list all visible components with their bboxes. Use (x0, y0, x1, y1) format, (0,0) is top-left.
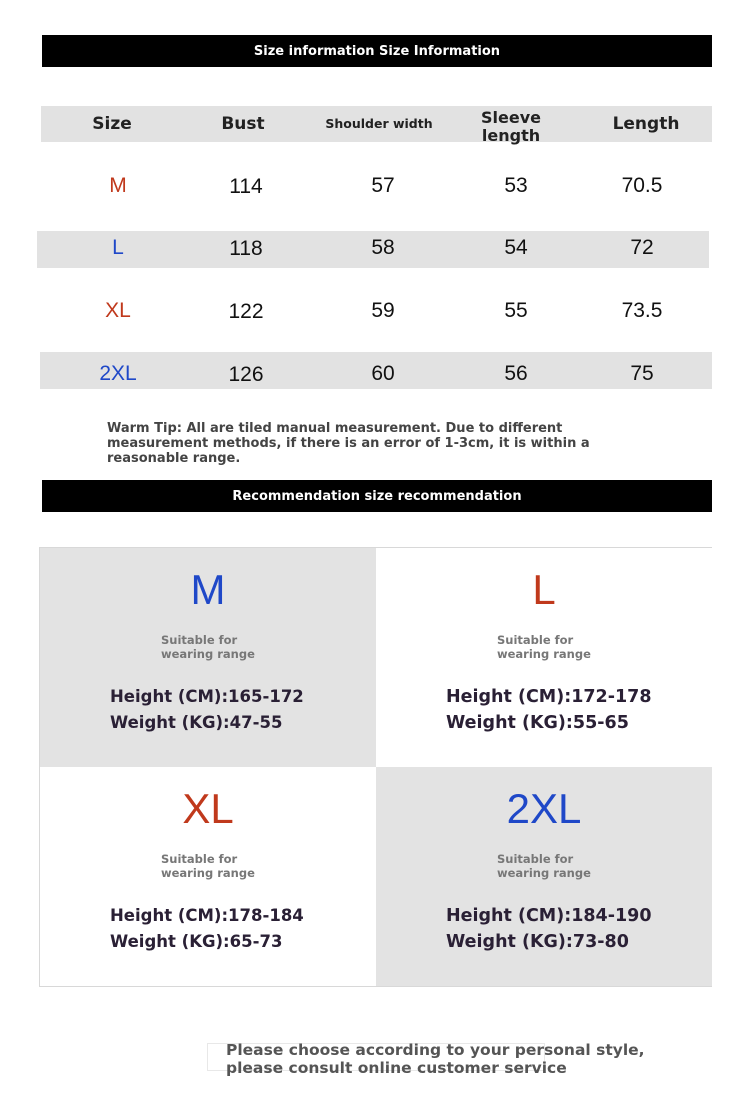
weight-range: Weight (KG):47-55 (110, 713, 283, 732)
measurements (446, 903, 696, 955)
height-range: Height (CM):178-184 (110, 906, 304, 925)
height-range: Height (CM):184-190 (446, 906, 652, 926)
cell-sleeve: 53 (504, 174, 528, 197)
cell-bust: 126 (228, 363, 264, 386)
header-sleeve-length: Sleeve length (481, 108, 541, 145)
weight-range: Weight (KG):65-73 (110, 932, 283, 951)
height-range: Height (CM):165-172 (110, 687, 304, 706)
height-range: Height (CM):172-178 (446, 687, 652, 707)
cell-bust: 114 (229, 175, 263, 198)
recommendation-title: Recommendation size recommendation (232, 488, 522, 504)
recommendation-size: 2XL (506, 785, 582, 832)
cell-shoulder: 58 (371, 236, 395, 259)
recommendation-card-xl (40, 767, 376, 986)
size-information-title: Size information Size Information (253, 43, 501, 59)
measurements (110, 903, 360, 955)
recommendation-card-2xl (376, 767, 712, 986)
cell-size: M (109, 174, 127, 197)
recommendation-size: XL (182, 785, 234, 832)
recommendation-card-m (40, 548, 376, 767)
cell-shoulder: 57 (371, 174, 395, 197)
cell-size: L (112, 236, 124, 259)
cell-shoulder: 59 (371, 299, 395, 322)
recommendation-size: L (532, 566, 556, 613)
recommendation-banner (42, 480, 712, 512)
suitable-range-label: Suitable for wearing range (497, 633, 591, 661)
cell-length: 73.5 (621, 299, 663, 322)
suitable-range-label: Suitable for wearing range (161, 633, 255, 661)
cell-length: 70.5 (621, 174, 663, 197)
measurements (110, 684, 360, 736)
footer-note: Please choose according to your personal style, please consult online customer service (226, 1041, 645, 1077)
measurements (446, 684, 696, 736)
cell-length: 72 (630, 236, 654, 259)
cell-shoulder: 60 (371, 362, 395, 385)
cell-bust: 122 (228, 300, 264, 323)
cell-size: 2XL (99, 362, 137, 385)
header-length: Length (612, 114, 680, 134)
size-recommendation-grid (39, 547, 712, 987)
cell-sleeve: 56 (504, 362, 528, 385)
header-bust: Bust (221, 114, 265, 134)
header-size: Size (92, 114, 132, 134)
weight-range: Weight (KG):55-65 (446, 713, 629, 733)
size-information-banner (42, 35, 712, 67)
recommendation-card-l (376, 548, 712, 767)
suitable-range-label: Suitable for wearing range (161, 852, 255, 880)
cell-length: 75 (630, 362, 654, 385)
cell-size: XL (105, 299, 131, 322)
recommendation-size: M (190, 566, 226, 613)
suitable-range-label: Suitable for wearing range (497, 852, 591, 880)
warm-tip: Warm Tip: All are tiled manual measurement. Due to different measurement methods, if there is an error of 1-3cm, it is within a reasonable range. (107, 421, 590, 466)
cell-sleeve: 54 (504, 236, 528, 259)
cell-bust: 118 (229, 237, 263, 260)
cell-sleeve: 55 (504, 299, 528, 322)
weight-range: Weight (KG):73-80 (446, 932, 629, 952)
header-shoulder-width: Shoulder width (325, 116, 433, 131)
